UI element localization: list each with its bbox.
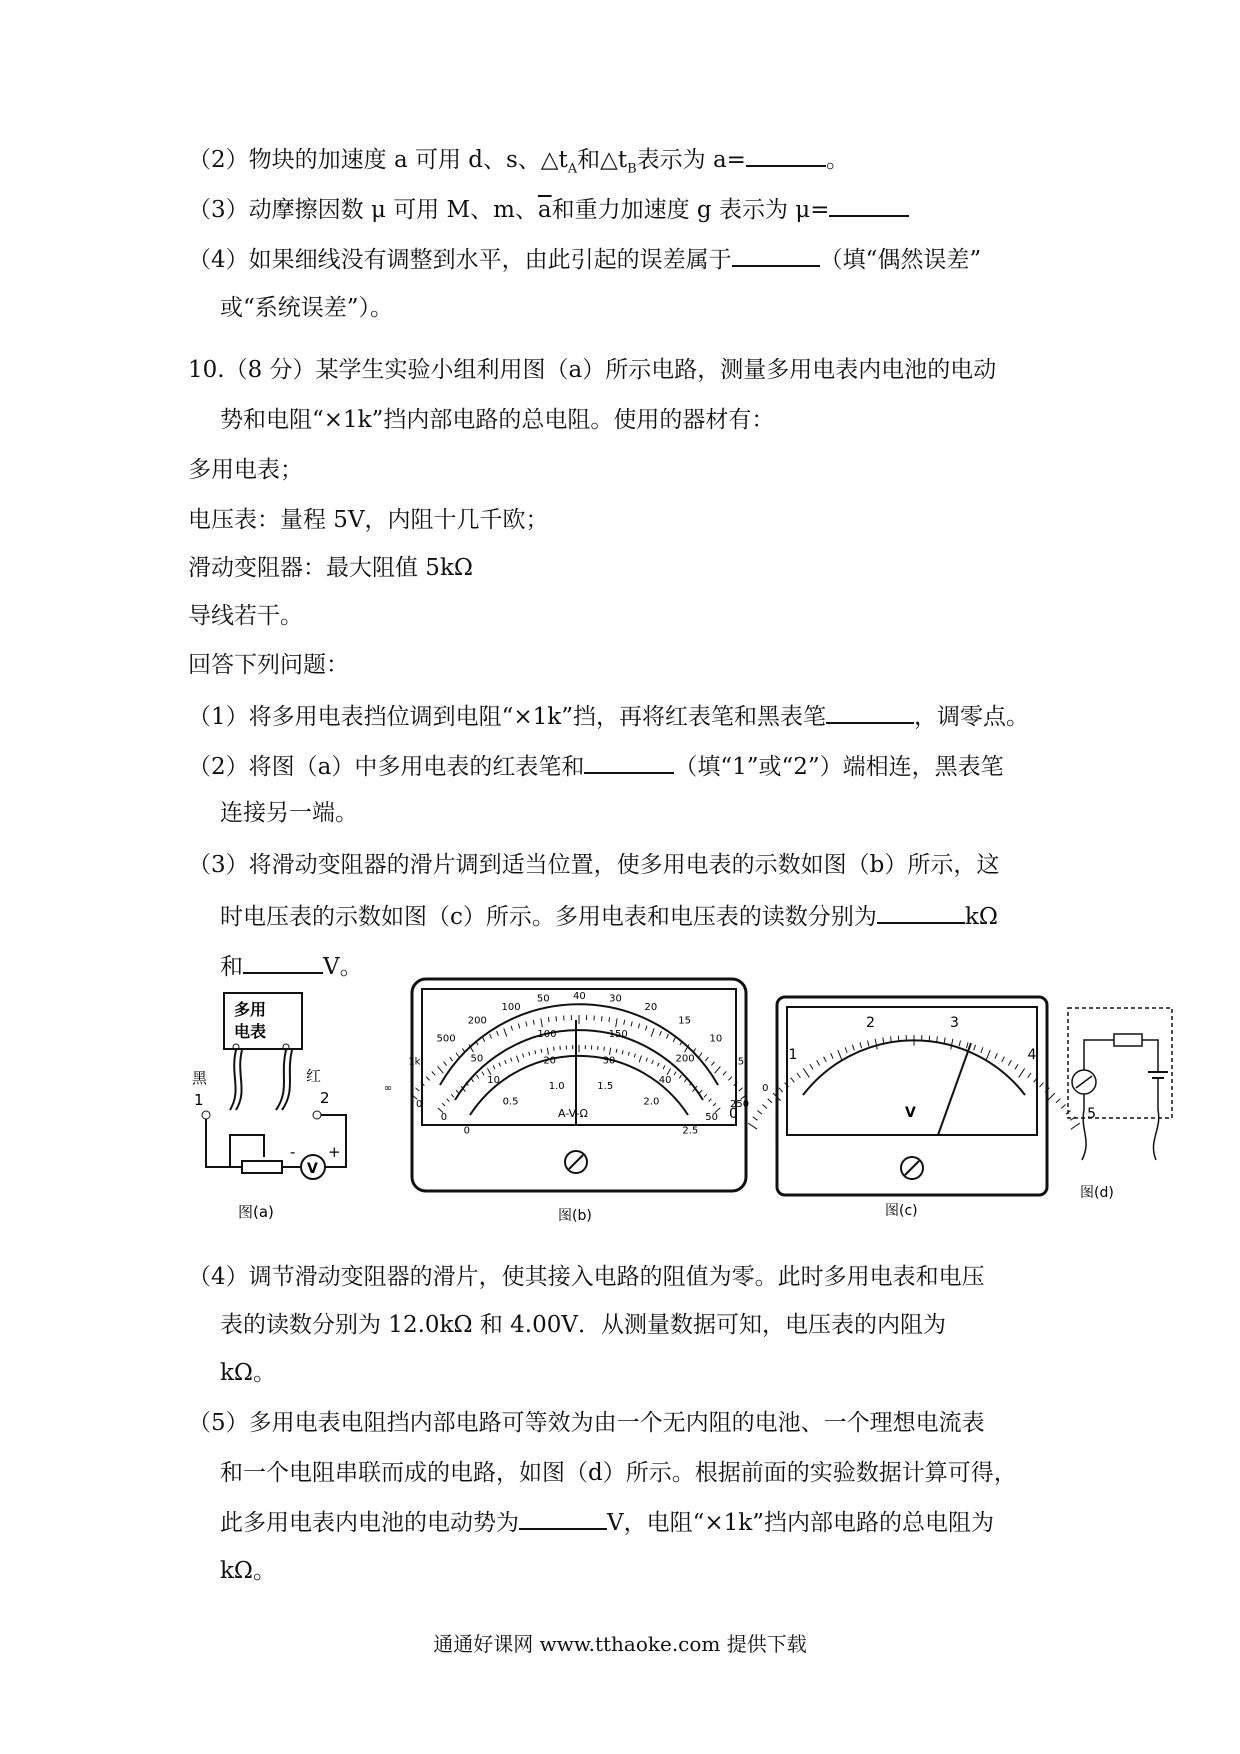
scale-label: 30 — [609, 993, 622, 1005]
q9-part4: （4）如果细线没有调整到水平，由此引起的误差属于 （填“偶然误差” — [188, 243, 981, 275]
answer-blank[interactable] — [519, 1506, 607, 1530]
scale-tick — [554, 1047, 555, 1051]
scale-tick — [768, 1099, 772, 1103]
scale-tick — [1008, 1060, 1011, 1065]
scale-label: 30 — [602, 1055, 616, 1067]
scale-label: 0 — [463, 1125, 471, 1137]
scale-label: ∞ — [383, 1083, 393, 1095]
material-1: 多用电表； — [188, 457, 303, 483]
scale-label: 150 — [608, 1029, 628, 1041]
scale-tick — [704, 1094, 707, 1097]
scale-tick — [831, 1053, 834, 1058]
scale-tick — [426, 1077, 429, 1081]
scale-label: 40 — [573, 991, 586, 1002]
scale-tick — [432, 1072, 435, 1076]
scale-tick — [535, 1050, 536, 1054]
scale-label: 20 — [543, 1055, 557, 1067]
figure-b-multimeter — [383, 975, 769, 1225]
fig-c-needle — [938, 1043, 971, 1135]
scale-tick — [548, 1017, 549, 1022]
scale-tick — [526, 1022, 527, 1027]
scale-label: 1.0 — [548, 1080, 565, 1092]
scale-tick — [891, 1036, 892, 1042]
q10-step4: （4）调节滑动变阻器的滑片，使其接入电路的阻值为零。此时多用电表和电压 — [188, 1264, 985, 1290]
scale-tick — [944, 1037, 945, 1043]
answer-blank[interactable] — [243, 950, 323, 974]
scale-label: 1k — [408, 1056, 421, 1068]
scale-tick — [728, 1077, 731, 1081]
fig-c-unit: V — [905, 1105, 916, 1121]
scale-tick — [533, 1020, 534, 1025]
fig-a-black-label: 黑 — [192, 1069, 208, 1087]
scale-tick — [974, 1045, 976, 1051]
scale-tick — [883, 1037, 884, 1043]
scale-tick — [601, 1016, 602, 1021]
scale-tick — [711, 1062, 714, 1066]
scale-label: 1 — [788, 1047, 798, 1064]
scale-tick — [609, 1048, 610, 1055]
scale-tick — [959, 1040, 960, 1046]
scale-label: 10 — [487, 1075, 500, 1087]
q10-step5-cont: 和一个电阻串联而成的电路，如图（d）所示。根据前面的实验数据计算可得， — [220, 1460, 1017, 1486]
scale-label: 10 — [709, 1033, 723, 1045]
material-2: 电压表：量程 5V，内阻十几千欧； — [188, 507, 549, 533]
scale-tick — [482, 1072, 484, 1075]
scale-tick — [447, 1099, 450, 1102]
q10-step3: （3）将滑动变阻器的滑片调到适当位置，使多用电表的示数如图（b）所示，这 — [188, 852, 1000, 878]
scale-tick — [762, 1105, 767, 1109]
scale-label: 250 — [730, 1099, 750, 1111]
q9-part4-cont: 或“系统误差”）。 — [220, 295, 394, 321]
scale-label: 0.5 — [502, 1096, 519, 1108]
page-footer: 通通好课网 www.tthaoke.com 提供下载 — [433, 1632, 807, 1656]
figure-a-circuit — [190, 985, 410, 1225]
scale-tick — [699, 1090, 702, 1093]
scale-tick — [937, 1036, 938, 1042]
q10-step4-cont: 表的读数分别为 12.0kΩ 和 4.00V．从测量数据可知，电压表的内阻为 — [220, 1312, 946, 1338]
scale-tick — [493, 1066, 495, 1070]
scale-tick — [556, 1016, 557, 1021]
scale-tick — [723, 1072, 726, 1076]
fig-a-caption: 图(a) — [238, 1203, 274, 1221]
scale-label: 100 — [537, 1029, 557, 1041]
scale-label: 100 — [501, 1001, 521, 1013]
scale-tick — [868, 1040, 869, 1046]
scale-tick — [757, 1111, 762, 1115]
fig-d-caption: 图(d) — [1080, 1185, 1114, 1201]
scale-tick — [616, 1049, 617, 1053]
q10-step5: （5）多用电表电阻挡内部电路可等效为由一个无内阻的电池、一个理想电流表 — [188, 1410, 985, 1436]
scale-tick — [1040, 1083, 1044, 1088]
fig-d-resistor — [1114, 1034, 1142, 1046]
scale-tick — [1019, 1068, 1025, 1077]
scale-tick — [713, 1103, 716, 1106]
scale-tick — [753, 1117, 758, 1121]
svg-text:+: + — [328, 1143, 341, 1161]
scale-tick — [523, 1054, 524, 1058]
scale-tick — [444, 1062, 447, 1066]
scale-tick — [679, 1075, 681, 1078]
svg-text:-: - — [290, 1143, 296, 1161]
scale-label: 20 — [644, 1001, 658, 1013]
scale-tick — [490, 1034, 492, 1039]
scale-tick — [966, 1042, 968, 1048]
scale-tick — [663, 1066, 665, 1070]
scale-tick — [810, 1064, 813, 1069]
scale-tick — [438, 1066, 444, 1073]
q10-step5-cont3: kΩ。 — [220, 1558, 277, 1584]
scale-label: 1.5 — [597, 1080, 614, 1092]
scale-label: 2.5 — [682, 1125, 699, 1137]
figure-d-equivalent-circuit — [1062, 1000, 1182, 1230]
scale-label: 0 — [440, 1111, 448, 1123]
q10-step2-cont: 连接另一端。 — [220, 800, 358, 826]
scale-label: 15 — [678, 1015, 691, 1027]
q10-step3-cont: 时电压表的示数如图（c）所示。多用电表和电压表的读数分别为 kΩ — [220, 900, 998, 932]
answer-blank[interactable] — [877, 900, 965, 924]
scale-tick — [442, 1103, 445, 1106]
scale-tick — [852, 1045, 854, 1051]
scale-tick — [504, 1028, 507, 1036]
scale-tick — [951, 1039, 953, 1050]
scale-tick — [1056, 1099, 1060, 1103]
scale-tick — [499, 1063, 501, 1067]
scale-label: 2.0 — [643, 1096, 660, 1108]
q10-step4-cont2: kΩ。 — [220, 1360, 277, 1386]
scale-label: 200 — [467, 1015, 487, 1027]
scale-tick — [657, 1063, 659, 1067]
scale-tick — [511, 1058, 512, 1062]
scale-tick — [660, 1031, 662, 1036]
answer-blank[interactable] — [746, 143, 826, 167]
scale-tick — [1002, 1057, 1005, 1062]
scale-tick — [529, 1052, 530, 1056]
scale-tick — [518, 1024, 519, 1029]
scale-tick — [845, 1047, 847, 1053]
scale-tick — [483, 1037, 485, 1041]
scale-tick — [497, 1031, 499, 1036]
scale-tick — [709, 1099, 712, 1102]
q10-step5-cont2: 此多用电表内电池的电动势为 V，电阻“×1k”挡内部电路的总电阻为 — [220, 1506, 994, 1538]
scale-tick — [616, 1018, 618, 1027]
scale-tick — [634, 1054, 635, 1058]
scale-label: 4 — [1027, 1047, 1037, 1064]
scale-tick — [715, 1066, 721, 1073]
q9-part2: （2）物块的加速度 a 可用 d、s、$\triangle t_A$和$\triangle t_B$表示为 a= 。 — [188, 143, 849, 185]
q10-stem-cont: 势和电阻“×1k”挡内部电路的总电阻。使用的器材有： — [220, 407, 775, 433]
scale-tick — [652, 1060, 654, 1064]
answer-prompt: 回答下列问题： — [188, 652, 349, 678]
scale-tick — [705, 1057, 708, 1061]
scale-tick — [541, 1049, 542, 1053]
scale-label: 3 — [949, 1015, 959, 1032]
scale-tick — [547, 1048, 548, 1055]
scale-tick — [471, 1079, 473, 1082]
scale-tick — [791, 1078, 795, 1083]
scale-tick — [838, 1050, 842, 1060]
scale-label: 0 — [762, 1083, 769, 1095]
fig-c-caption: 图(c) — [885, 1203, 918, 1219]
scale-label: 50 — [470, 1053, 484, 1065]
answer-blank[interactable] — [584, 750, 674, 774]
scale-tick — [1015, 1064, 1018, 1069]
scale-tick — [541, 1018, 543, 1027]
scale-label: 40 — [658, 1075, 672, 1087]
answer-blank[interactable] — [826, 700, 914, 724]
scale-tick — [797, 1073, 801, 1078]
scale-label: 0 — [415, 1099, 423, 1111]
scale-tick — [450, 1057, 453, 1061]
q10-step3-cont2: 和 V。 — [220, 950, 363, 982]
scale-tick — [622, 1050, 623, 1054]
material-4: 导线若干。 — [188, 603, 303, 629]
scale-label: 5 — [1087, 1106, 1096, 1123]
fig-a-red-label: 红 — [306, 1067, 322, 1085]
fig-b-unit: A-V-Ω — [558, 1107, 588, 1120]
scale-tick — [624, 1020, 625, 1025]
scale-tick — [875, 1039, 877, 1050]
scale-tick — [477, 1075, 479, 1078]
scale-tick — [639, 1056, 641, 1063]
scale-label: 0 — [728, 1106, 738, 1123]
scale-tick — [986, 1050, 990, 1060]
scale-tick — [456, 1053, 459, 1057]
scale-tick — [666, 1034, 668, 1039]
scale-tick — [517, 1056, 519, 1063]
answer-blank[interactable] — [829, 193, 909, 217]
scale-tick — [646, 1058, 647, 1062]
scale-tick — [487, 1069, 490, 1075]
scale-tick — [685, 1079, 687, 1082]
scale-tick — [628, 1052, 629, 1056]
q10-stem: 10.（8 分）某学生实验小组利用图（a）所示电路，测量多用电表内电池的电动 — [188, 357, 997, 383]
scale-tick — [699, 1053, 702, 1057]
scale-tick — [981, 1047, 983, 1053]
scale-tick — [609, 1017, 610, 1022]
scale-tick — [667, 1069, 670, 1075]
scale-tick — [817, 1060, 820, 1065]
q10-step1: （1）将多用电表挡位调到电阻“×1k”挡，再将红表笔和黑表笔 ，调零点。 — [188, 700, 1029, 732]
material-3: 滑动变阻器：最大阻值 5kΩ — [188, 555, 473, 581]
fig-b-caption: 图(b) — [558, 1208, 592, 1224]
scale-tick — [739, 1088, 743, 1091]
scale-tick — [638, 1024, 639, 1029]
scale-tick — [824, 1057, 827, 1062]
fig-a-terminal-1: 1 — [194, 1091, 204, 1109]
scale-label: 2 — [866, 1015, 875, 1032]
fig-a-rheostat — [242, 1161, 282, 1173]
scale-tick — [604, 1047, 605, 1051]
scale-tick — [995, 1053, 998, 1058]
answer-blank[interactable] — [732, 243, 820, 267]
scale-tick — [511, 1026, 513, 1031]
scale-tick — [1028, 1073, 1032, 1078]
scale-tick — [416, 1088, 420, 1091]
scale-label: 50 — [705, 1111, 719, 1123]
svg-text:V: V — [307, 1161, 318, 1177]
scale-tick — [803, 1068, 809, 1077]
scale-label: 200 — [675, 1053, 695, 1065]
scale-tick — [505, 1060, 507, 1064]
scale-tick — [631, 1022, 632, 1027]
scale-tick — [456, 1090, 459, 1093]
fig-a-terminal-2: 2 — [320, 1089, 330, 1107]
scale-tick — [674, 1072, 676, 1075]
fig-a-box-label2: 电表 — [234, 1022, 267, 1041]
fig-a-box-label: 多用 — [234, 1000, 267, 1019]
scale-tick — [651, 1028, 654, 1036]
scale-label: 5 — [737, 1056, 745, 1068]
scale-tick — [645, 1026, 647, 1031]
scale-tick — [673, 1037, 675, 1041]
scale-label: 50 — [536, 993, 550, 1005]
q9-part3: （3）动摩擦因数 μ 可用 M、m、$\overline{a}$和重力加速度 g 表示为 μ= — [188, 193, 909, 225]
q10-step2: （2）将图（a）中多用电表的红表笔和 （填“1”或“2”）端相连，黑表笔 — [188, 750, 1004, 782]
scale-tick — [860, 1042, 862, 1048]
scale-label: 500 — [436, 1033, 456, 1045]
scale-tick — [451, 1094, 454, 1097]
scale-tick — [779, 1088, 783, 1092]
